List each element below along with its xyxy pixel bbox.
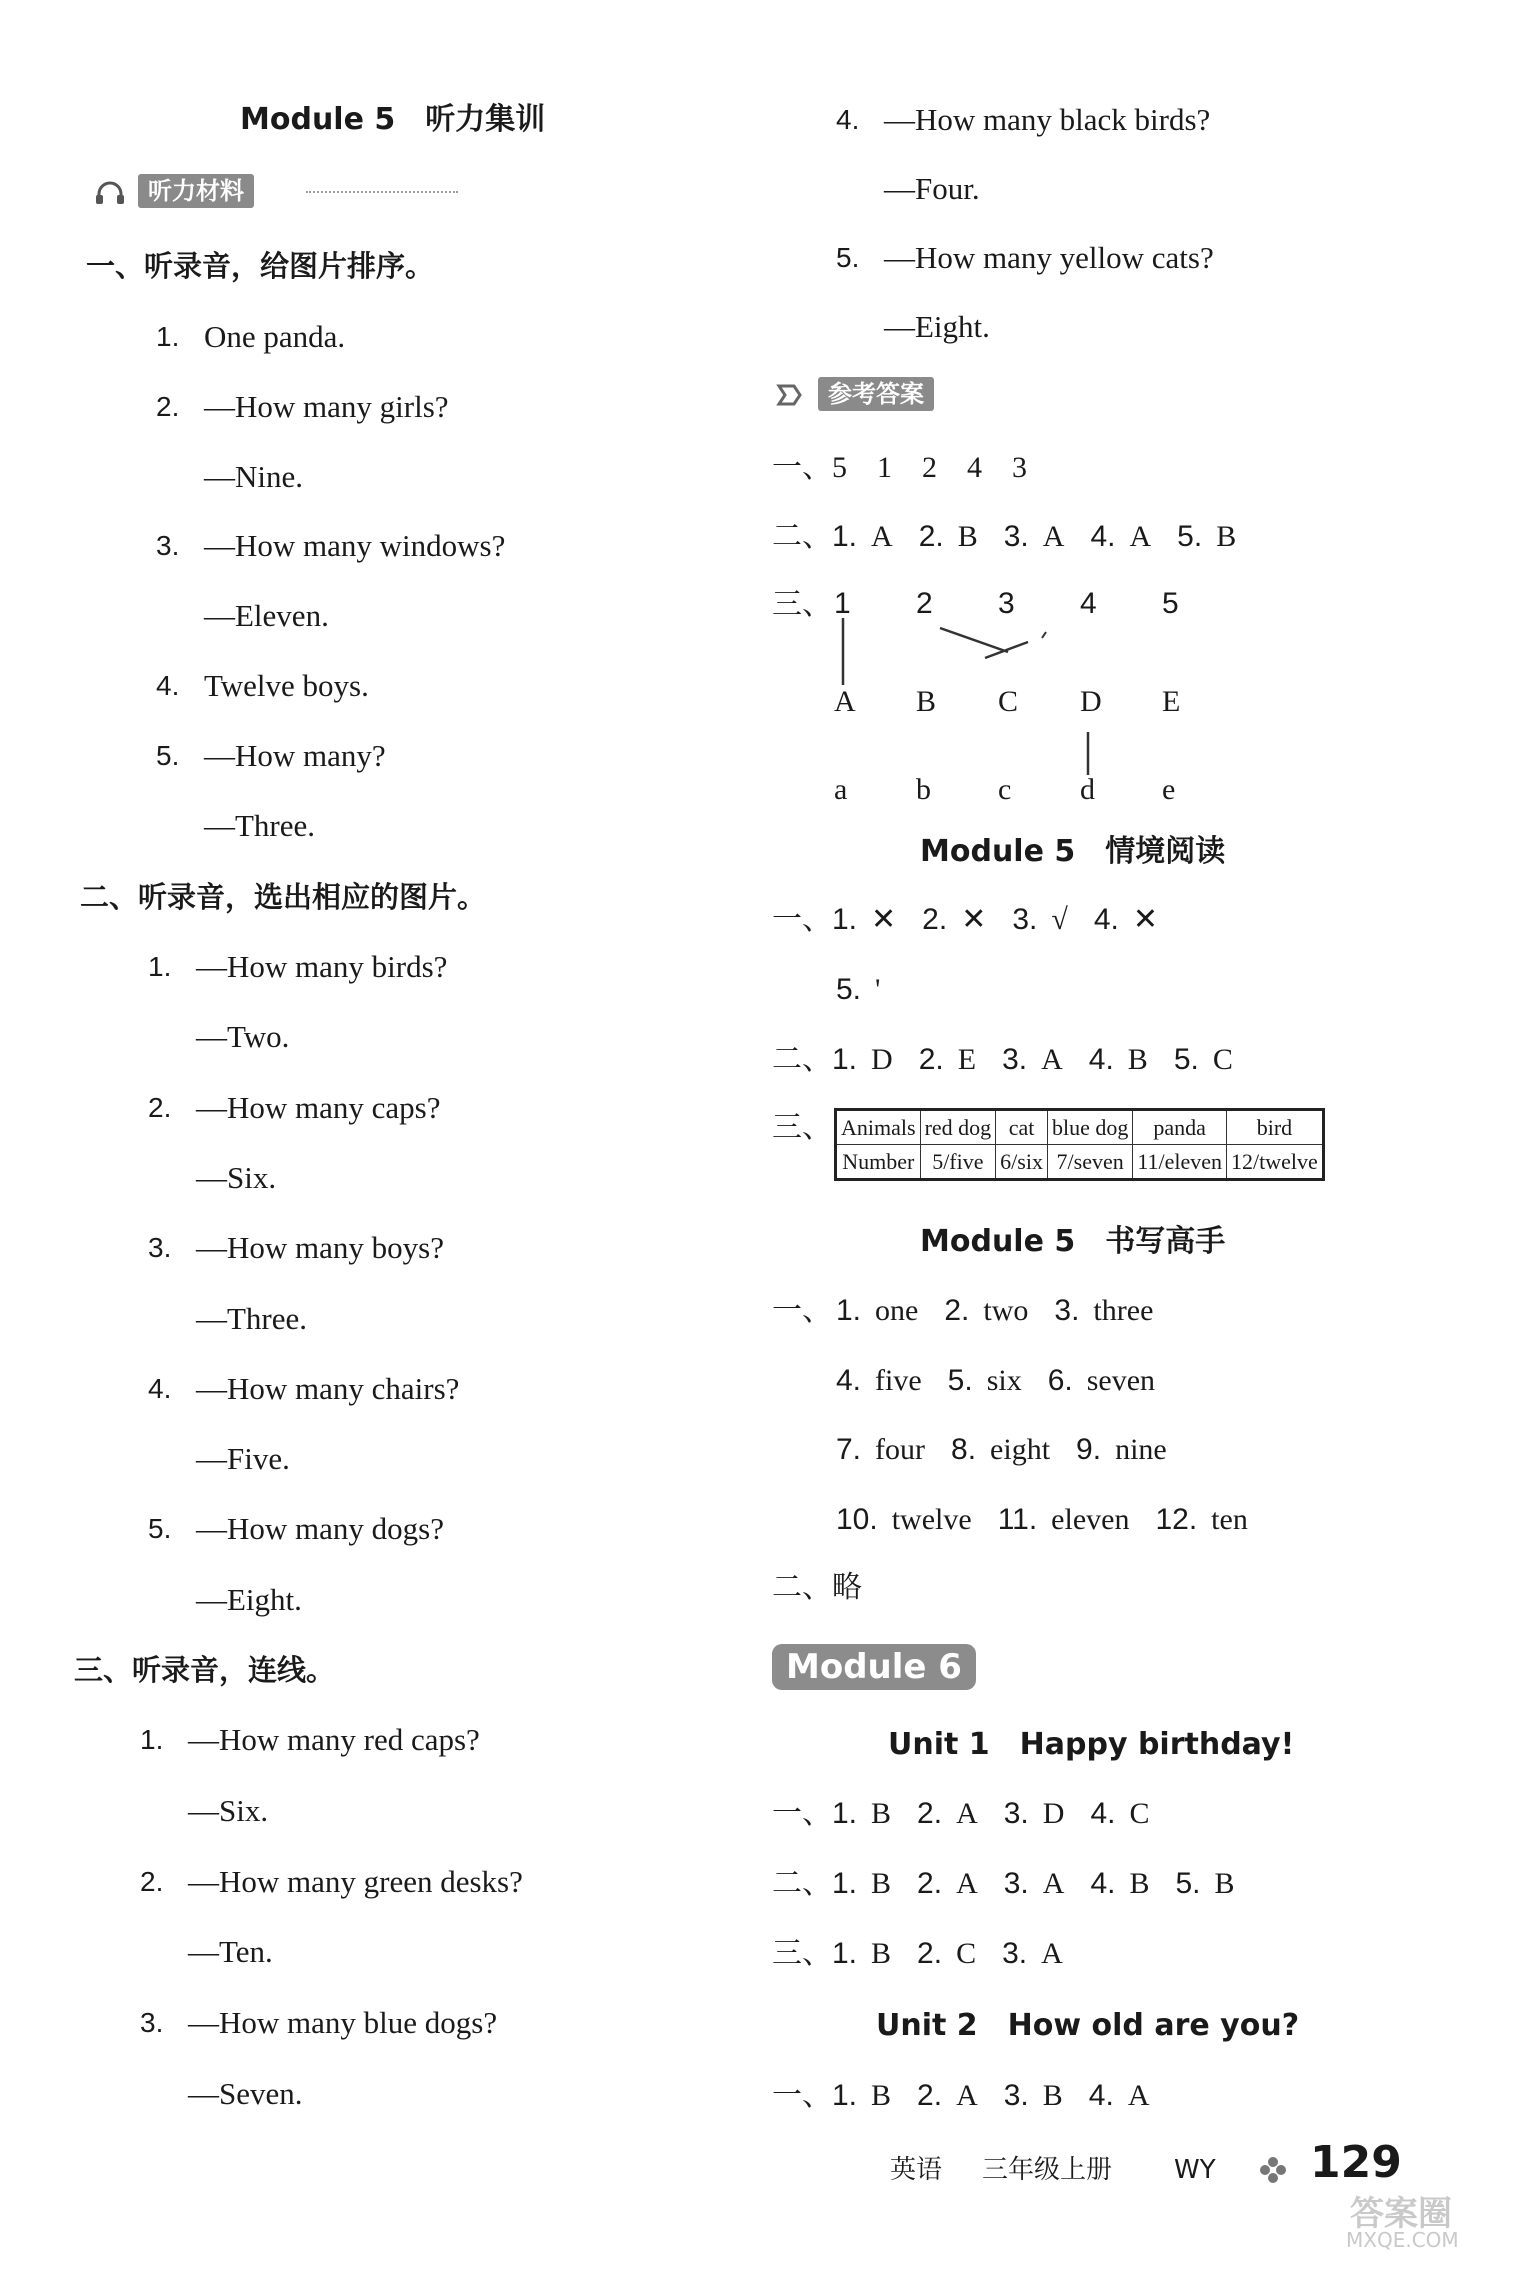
answer-number: 1.	[832, 1937, 858, 1970]
item-text: —How many?	[204, 737, 386, 773]
answer-number: 1.	[836, 1294, 862, 1327]
answer-row	[836, 1291, 1179, 1331]
answer-row	[772, 517, 1262, 557]
answer-value: A	[1042, 1867, 1065, 1900]
answer-word: two	[983, 1294, 1029, 1327]
answer-number: 3.	[1003, 1797, 1029, 1830]
answer-number: 3.	[1003, 1867, 1029, 1900]
row-label: 三、	[772, 1937, 832, 1970]
answer-number: 2.	[918, 1043, 944, 1076]
match-number: 5	[1162, 587, 1179, 620]
answer-word: one	[875, 1294, 919, 1327]
table-cell: 6/six	[996, 1145, 1048, 1180]
answer-number: 4.	[1088, 1043, 1114, 1076]
row-label: 一、	[772, 2079, 832, 2112]
match-line	[1042, 632, 1046, 638]
table-cell: 7/seven	[1047, 1145, 1132, 1180]
item-number: 4.	[156, 670, 180, 701]
answer-value: B	[871, 2079, 892, 2112]
item-number: 1.	[140, 1724, 164, 1755]
match-line	[985, 642, 1028, 658]
row-label: 二、	[772, 1867, 832, 1900]
answer-number: 4.	[1090, 520, 1116, 553]
answer-value: A	[871, 520, 893, 553]
match-upper-letter: A	[834, 685, 856, 718]
answer-number: 1.	[832, 520, 858, 553]
answer-word: eleven	[1051, 1502, 1130, 1536]
item-number: 1.	[156, 321, 180, 352]
table-cell: blue dog	[1047, 1110, 1132, 1145]
answer-word: six	[986, 1363, 1022, 1397]
item-text: One panda.	[204, 319, 346, 354]
left-title: Module 5 听力集训	[240, 102, 546, 137]
answer-book-icon	[776, 380, 806, 410]
answer-value: D	[871, 1043, 893, 1076]
answer-value: '	[875, 973, 881, 1006]
answer-row	[772, 2076, 1176, 2116]
answer-number: 4.	[1090, 1867, 1116, 1900]
table-cell: 12/twelve	[1227, 1145, 1324, 1180]
answer-value: C	[956, 1937, 977, 1970]
answer-number: 1.	[832, 2079, 858, 2112]
answer-value: D	[1042, 1797, 1065, 1830]
match-number: 3	[998, 587, 1015, 620]
answer-word: twelve	[891, 1502, 972, 1536]
item-reply: —Four.	[884, 171, 980, 206]
page-number: 129	[1310, 2137, 1402, 2188]
unit2-title: Unit 2 How old are you?	[876, 2008, 1300, 2043]
answer-number: 12.	[1155, 1502, 1198, 1536]
answer-number: 2.	[917, 2079, 943, 2112]
row-label: 一、	[772, 903, 832, 936]
item-text: —How many chairs?	[196, 1370, 460, 1406]
watermark-url: MXQE.COM	[1346, 2228, 1459, 2252]
answer-number: 3.	[1002, 1937, 1028, 1970]
answer-word: seven	[1086, 1363, 1156, 1397]
answer-tag: 参考答案	[818, 377, 934, 411]
answer-number: 4.	[1088, 2079, 1114, 2112]
match-upper-letter: C	[998, 685, 1019, 718]
item-text: —How many caps?	[196, 1089, 441, 1125]
headphones-icon	[94, 180, 126, 206]
row-label: 三、	[772, 588, 832, 621]
answer-value: A	[956, 1797, 978, 1830]
answer-number: 11.	[997, 1502, 1038, 1536]
writing-title: Module 5 书写高手	[920, 1224, 1226, 1259]
section-heading: 一、听录音，给图片排序。	[86, 249, 435, 283]
answer-word: five	[875, 1363, 922, 1397]
answer-value: B	[1216, 520, 1237, 553]
answer-number: 1.	[832, 1867, 858, 1900]
answer-omitted: 略	[832, 1571, 862, 1604]
answer-number: 1.	[832, 1043, 858, 1076]
answer-word: three	[1093, 1294, 1154, 1327]
answer-number: 5.	[1173, 1043, 1199, 1076]
answer-number: 5.	[836, 973, 862, 1006]
answer-number: 4.	[1093, 903, 1119, 936]
item-number: 3.	[140, 2007, 164, 2039]
section-heading: 二、听录音，选出相应的图片。	[80, 880, 487, 914]
table-cell: Animals	[836, 1110, 921, 1145]
item-text: —How many boys?	[196, 1230, 444, 1266]
answer-value: A	[956, 1867, 978, 1900]
match-number: 1	[834, 587, 851, 620]
row-label: 一、	[772, 451, 832, 484]
table-cell: cat	[996, 1110, 1048, 1145]
item-number: 1.	[148, 951, 172, 982]
item-reply: —Eight.	[884, 309, 990, 344]
answer-word: ten	[1211, 1502, 1248, 1536]
answer-number: 2.	[917, 1937, 943, 1970]
match-lower-letter: d	[1080, 773, 1095, 806]
table-cell: 5/five	[920, 1145, 996, 1180]
item-text: —How many red caps?	[188, 1722, 480, 1757]
item-reply: —Seven.	[188, 2076, 303, 2111]
answer-row	[772, 1568, 862, 1608]
item-number: 2.	[156, 390, 180, 422]
table-cell: bird	[1227, 1110, 1324, 1145]
answer-number: 3.	[1003, 2079, 1029, 2112]
table-cell: 11/eleven	[1133, 1145, 1227, 1180]
item-number: 2.	[140, 1865, 164, 1897]
item-text: —How many blue dogs?	[188, 2005, 498, 2041]
answer-word: nine	[1115, 1433, 1167, 1466]
answer-value: B	[1214, 1867, 1235, 1900]
answer-number: 4.	[1090, 1797, 1116, 1830]
answer-row	[772, 1864, 1261, 1904]
item-reply: —Six.	[188, 1792, 269, 1828]
answer-row	[836, 1500, 1274, 1540]
item-text: —How many yellow cats?	[884, 240, 1214, 275]
item-text: —How many girls?	[204, 388, 449, 424]
answer-number: 5.	[947, 1363, 973, 1397]
item-reply: —Two.	[196, 1019, 290, 1055]
answer-row	[772, 448, 1027, 488]
row-label: 三、	[772, 1111, 832, 1144]
row-label: 二、	[772, 1043, 832, 1076]
answer-value: ✕	[871, 903, 897, 936]
answer-sequence: 5 1 2 4 3	[832, 451, 1027, 484]
answer-value: ✕	[1132, 903, 1159, 936]
table-cell: panda	[1133, 1110, 1227, 1145]
answer-value: B	[871, 1797, 892, 1830]
answer-value: B	[1129, 1867, 1150, 1900]
answer-number: 5.	[1175, 1867, 1201, 1900]
answer-value: A	[1127, 2079, 1150, 2112]
item-reply: —Eleven.	[204, 598, 329, 634]
answer-value: A	[956, 2079, 978, 2112]
row-label: 一、	[772, 1797, 832, 1830]
answer-value: B	[1042, 2079, 1063, 2112]
item-reply: —Nine.	[204, 458, 304, 494]
answer-number: 3.	[1002, 1043, 1028, 1076]
item-number: 4.	[836, 104, 860, 135]
answer-word: four	[875, 1433, 926, 1466]
item-text: —How many black birds?	[884, 102, 1211, 137]
match-upper-letter: E	[1162, 685, 1181, 718]
answer-number: 5.	[1177, 520, 1203, 553]
answer-number: 7.	[836, 1433, 862, 1466]
answer-number: 2.	[917, 1797, 943, 1830]
footer-edition: WY	[1174, 2155, 1216, 2185]
answer-row	[836, 1430, 1193, 1470]
item-reply: —Five.	[196, 1441, 290, 1477]
row-label: 一、	[772, 1294, 832, 1327]
item-number: 2.	[148, 1091, 172, 1123]
match-upper-letter: D	[1080, 685, 1102, 718]
reading-title: Module 5 情境阅读	[920, 834, 1226, 869]
answer-value: E	[957, 1043, 977, 1076]
item-text: —How many windows?	[204, 528, 506, 564]
answer-row	[836, 970, 906, 1010]
answer-row	[836, 1361, 1181, 1401]
answer-number: 2.	[917, 1867, 943, 1900]
item-reply: —Ten.	[188, 1934, 273, 1970]
match-lower-letter: a	[834, 773, 848, 806]
material-tag: 听力材料	[138, 174, 254, 208]
footer-subject: 英语	[890, 2155, 943, 2185]
row-label: 二、	[772, 1571, 832, 1604]
clover-icon	[1258, 2155, 1288, 2185]
answer-row	[772, 1040, 1259, 1080]
answer-value: ✕	[961, 903, 987, 936]
module-6-badge: Module 6	[772, 1644, 976, 1690]
answer-value: √	[1051, 903, 1068, 936]
match-line	[940, 628, 1008, 652]
match-number: 4	[1080, 587, 1097, 620]
answer-number: 3.	[1054, 1294, 1080, 1327]
answer-table	[834, 1108, 1325, 1181]
item-reply: —Six.	[196, 1159, 277, 1195]
item-reply: —Three.	[196, 1300, 308, 1336]
answer-number: 8.	[951, 1433, 977, 1466]
unit1-title: Unit 1 Happy birthday!	[888, 1727, 1295, 1762]
answer-row	[772, 900, 1184, 940]
item-number: 3.	[148, 1232, 172, 1264]
match-number: 2	[916, 587, 933, 620]
item-reply: —Eight.	[196, 1581, 302, 1617]
answer-value: A	[1041, 1043, 1063, 1076]
answer-value: A	[1041, 1937, 1063, 1970]
answer-word: eight	[990, 1433, 1051, 1466]
answer-row	[772, 1934, 1089, 1974]
footer-grade: 三年级上册	[982, 2155, 1113, 2185]
answer-value: A	[1129, 520, 1152, 553]
item-number: 4.	[148, 1372, 172, 1404]
answer-number: 2.	[922, 903, 948, 936]
answer-number: 3.	[1012, 903, 1038, 936]
answer-value: B	[957, 520, 978, 553]
answer-number: 10.	[836, 1502, 878, 1536]
item-number: 5.	[156, 739, 180, 771]
answer-row	[772, 1794, 1176, 1834]
item-number: 5.	[836, 242, 860, 273]
answer-number: 6.	[1047, 1363, 1073, 1397]
match-lower-letter: b	[916, 773, 931, 806]
item-text: Twelve boys.	[204, 668, 369, 703]
match-lower-letter: c	[998, 773, 1012, 806]
answer-number: 9.	[1076, 1433, 1102, 1466]
match-lower-letter: e	[1162, 773, 1176, 806]
section-heading: 三、听录音，连线。	[74, 1653, 336, 1687]
table-cell: red dog	[920, 1110, 996, 1145]
row-label: 二、	[772, 520, 832, 553]
table-cell: Number	[836, 1145, 921, 1180]
item-text: —How many dogs?	[196, 1511, 444, 1547]
item-text: —How many green desks?	[188, 1863, 523, 1899]
answer-value: B	[871, 1937, 892, 1970]
answer-number: 2.	[918, 520, 944, 553]
answer-value: B	[1127, 1043, 1148, 1076]
watermark-logo: 答案圈	[1350, 2194, 1452, 2234]
answer-value: C	[1129, 1797, 1150, 1830]
answer-value: C	[1212, 1043, 1233, 1076]
answer-number: 4.	[836, 1363, 862, 1397]
answer-value: B	[871, 1867, 892, 1900]
answer-number: 1.	[832, 903, 858, 936]
item-reply: —Three.	[204, 807, 316, 843]
answer-number: 2.	[944, 1294, 970, 1327]
match-upper-letter: B	[916, 685, 937, 718]
divider	[306, 191, 458, 193]
item-number: 5.	[148, 1513, 172, 1545]
answer-number: 1.	[832, 1797, 858, 1830]
answer-number: 3.	[1003, 520, 1029, 553]
answer-value: A	[1042, 520, 1065, 553]
matching-diagram	[820, 580, 1200, 810]
item-number: 3.	[156, 530, 180, 562]
item-text: —How many birds?	[196, 949, 448, 984]
